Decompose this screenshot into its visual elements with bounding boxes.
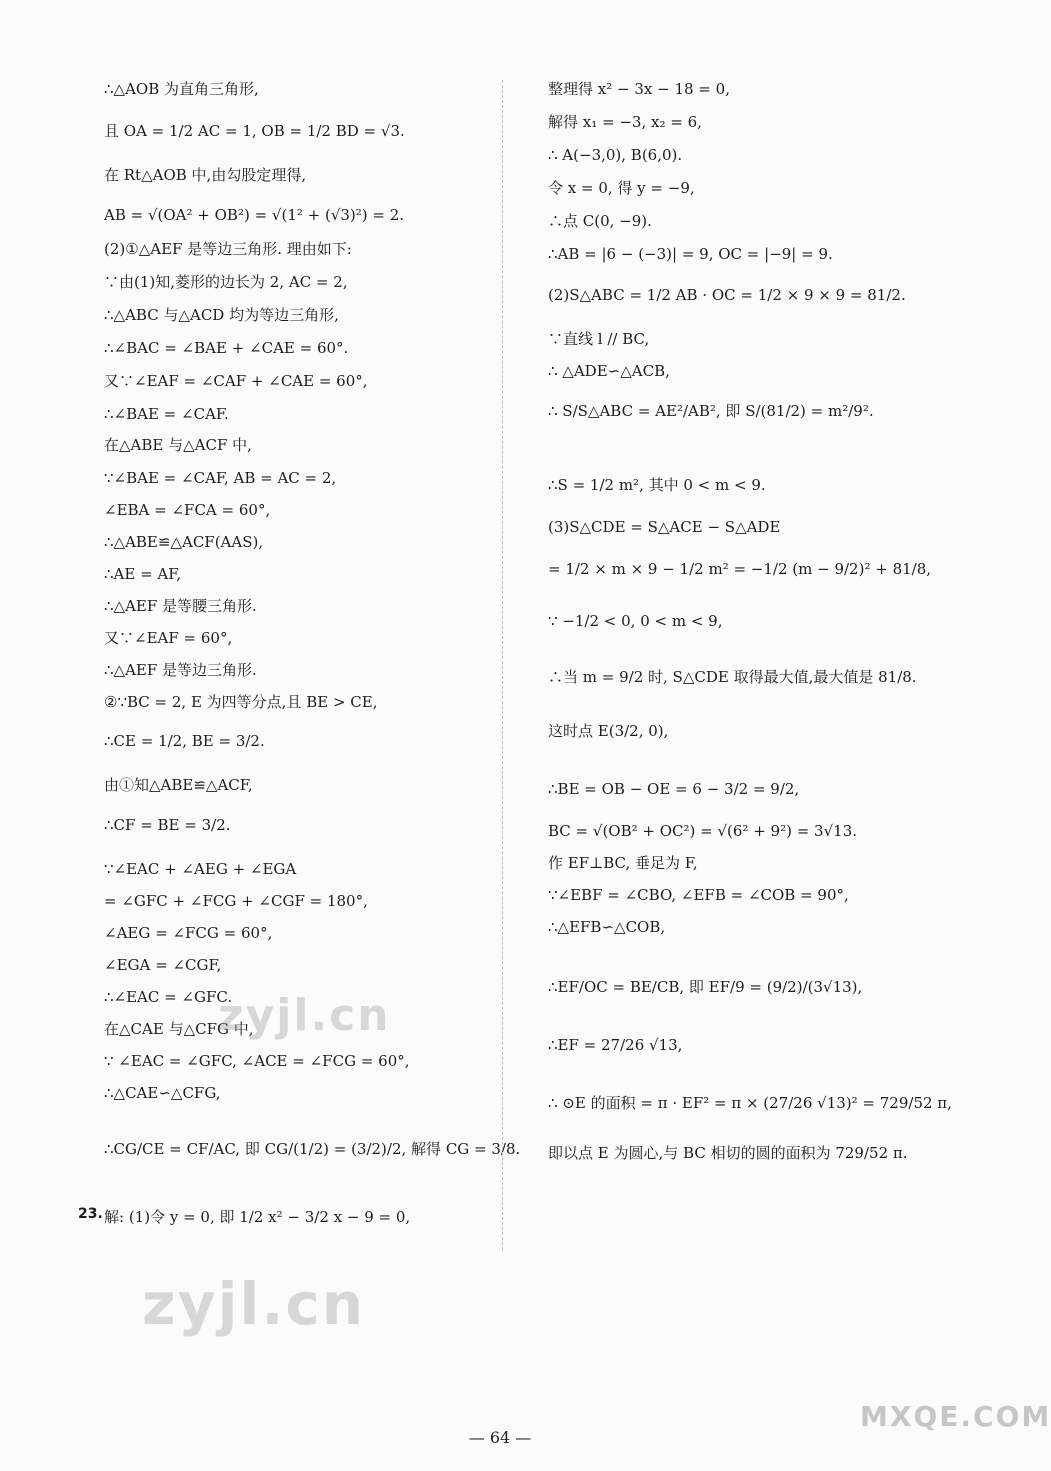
right-line: ∴EF/OC = BE/CB, 即 EF/9 = (9/2)/(3√13), <box>548 978 863 996</box>
left-line: ∵∠BAE = ∠CAF, AB = AC = 2, <box>104 469 337 487</box>
left-line: ∴∠BAC = ∠BAE + ∠CAE = 60°. <box>104 339 349 357</box>
right-line: 整理得 x² − 3x − 18 = 0, <box>548 80 730 98</box>
left-line: ∴∠BAE = ∠CAF. <box>104 405 229 423</box>
left-line: ∴△AOB 为直角三角形, <box>104 80 259 98</box>
watermark: MXQE.COM <box>860 1400 1051 1433</box>
left-line: 解: (1)令 y = 0, 即 1/2 x² − 3/2 x − 9 = 0, <box>104 1208 411 1226</box>
left-line: ∴△AEF 是等边三角形. <box>104 661 257 679</box>
right-line: 即以点 E 为圆心,与 BC 相切的圆的面积为 729/52 π. <box>548 1144 908 1162</box>
left-line: 由①知△ABE≌△ACF, <box>104 776 253 794</box>
page-number: — 64 — <box>468 1428 532 1447</box>
right-line: ∵ −1/2 < 0, 0 < m < 9, <box>548 612 723 630</box>
right-line: ∴ △ADE∽△ACB, <box>548 362 670 380</box>
right-line: ∴△EFB∽△COB, <box>548 918 666 936</box>
left-line: 在△CAE 与△CFG 中, <box>104 1020 254 1038</box>
left-line: AB = √(OA² + OB²) = √(1² + (√3)²) = 2. <box>104 206 405 224</box>
left-line: ∴CG/CE = CF/AC, 即 CG/(1/2) = (3/2)/2, 解得 CG = 3/8. <box>104 1140 521 1158</box>
left-line: ∴△ABC 与△ACD 均为等边三角形, <box>104 306 339 324</box>
right-line: ∴BE = OB − OE = 6 − 3/2 = 9/2, <box>548 780 800 798</box>
right-line: ∴ S/S△ABC = AE²/AB², 即 S/(81/2) = m²/9². <box>548 402 874 420</box>
left-line: ∴△AEF 是等腰三角形. <box>104 597 257 615</box>
left-line: = ∠GFC + ∠FCG + ∠CGF = 180°, <box>104 892 368 910</box>
watermark: zyjl.cn <box>218 990 391 1041</box>
right-line: BC = √(OB² + OC²) = √(6² + 9²) = 3√13. <box>548 822 858 840</box>
left-line: ∴CF = BE = 3/2. <box>104 816 231 834</box>
left-line: 在 Rt△AOB 中,由勾股定理得, <box>104 166 307 184</box>
right-line: ∴点 C(0, −9). <box>548 212 652 230</box>
left-line: ∵∠EAC + ∠AEG + ∠EGA <box>104 860 297 878</box>
left-line: ∵由(1)知,菱形的边长为 2, AC = 2, <box>104 273 348 291</box>
left-line: ∠AEG = ∠FCG = 60°, <box>104 924 273 942</box>
right-line: (2)S△ABC = 1/2 AB · OC = 1/2 × 9 × 9 = 81/2. <box>548 286 906 304</box>
right-line: ∵直线 l // BC, <box>548 330 650 348</box>
left-line: ②∵BC = 2, E 为四等分点,且 BE > CE, <box>104 693 378 711</box>
column-divider <box>502 80 503 1250</box>
left-line: 又∵∠EAF = 60°, <box>104 629 233 647</box>
watermark: zyjl.cn <box>142 1270 366 1338</box>
left-line: ∴AE = AF, <box>104 565 182 583</box>
right-line: ∴ A(−3,0), B(6,0). <box>548 146 683 164</box>
problem-number: 23. <box>78 1206 103 1222</box>
right-line: 这时点 E(3/2, 0), <box>548 722 669 740</box>
left-line: ∴△ABE≌△ACF(AAS), <box>104 533 264 551</box>
left-line: ∠EGA = ∠CGF, <box>104 956 222 974</box>
right-line: 作 EF⊥BC, 垂足为 F, <box>548 854 698 872</box>
left-line: 且 OA = 1/2 AC = 1, OB = 1/2 BD = √3. <box>104 122 405 140</box>
left-line: (2)①△AEF 是等边三角形. 理由如下: <box>104 240 352 258</box>
left-line: ∵ ∠EAC = ∠GFC, ∠ACE = ∠FCG = 60°, <box>104 1052 410 1070</box>
right-line: ∴EF = 27/26 √13, <box>548 1036 683 1054</box>
right-line: ∴AB = |6 − (−3)| = 9, OC = |−9| = 9. <box>548 245 833 263</box>
right-line: ∴当 m = 9/2 时, S△CDE 取得最大值,最大值是 81/8. <box>548 668 917 686</box>
right-line: = 1/2 × m × 9 − 1/2 m² = −1/2 (m − 9/2)² + 81/8, <box>548 560 932 578</box>
left-line: 在△ABE 与△ACF 中, <box>104 436 252 454</box>
left-line: 又∵∠EAF = ∠CAF + ∠CAE = 60°, <box>104 372 368 390</box>
right-line: 令 x = 0, 得 y = −9, <box>548 179 695 197</box>
left-line: ∴△CAE∽△CFG, <box>104 1084 221 1102</box>
right-line: ∵∠EBF = ∠CBO, ∠EFB = ∠COB = 90°, <box>548 886 849 904</box>
left-line: ∴∠EAC = ∠GFC. <box>104 988 233 1006</box>
right-line: ∴S = 1/2 m², 其中 0 < m < 9. <box>548 476 766 494</box>
left-line: ∴CE = 1/2, BE = 3/2. <box>104 732 265 750</box>
right-line: (3)S△CDE = S△ACE − S△ADE <box>548 518 781 536</box>
right-line: ∴ ⊙E 的面积 = π · EF² = π × (27/26 √13)² = 729/52 π, <box>548 1094 952 1112</box>
left-line: ∠EBA = ∠FCA = 60°, <box>104 501 271 519</box>
right-line: 解得 x₁ = −3, x₂ = 6, <box>548 113 702 131</box>
